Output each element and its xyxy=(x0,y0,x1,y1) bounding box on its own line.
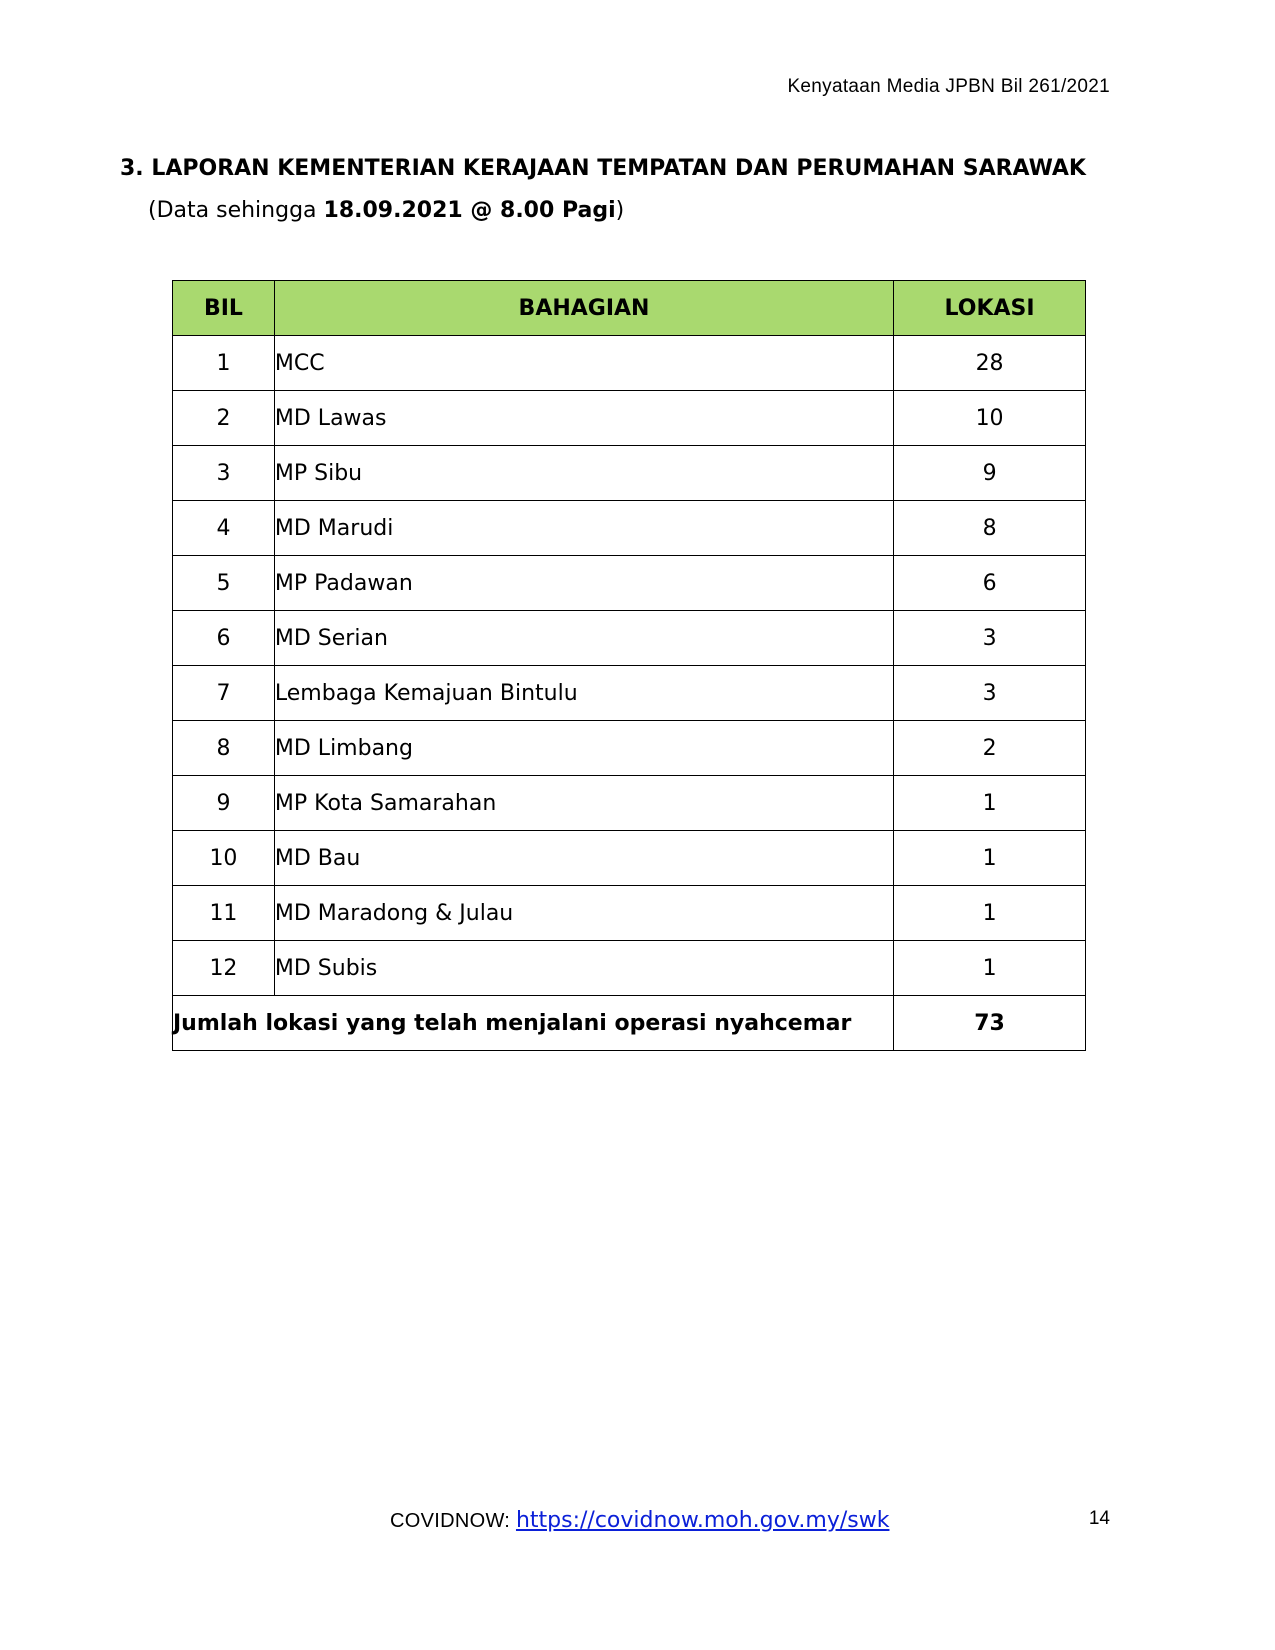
cell-lokasi: 1 xyxy=(894,886,1086,941)
cell-bahagian: MD Limbang xyxy=(274,721,893,776)
cell-lokasi: 3 xyxy=(894,666,1086,721)
cell-bil: 3 xyxy=(173,446,275,501)
footer-prefix: COVIDNOW: xyxy=(390,1510,516,1532)
cell-lokasi: 3 xyxy=(894,611,1086,666)
column-header-bil: BIL xyxy=(173,281,275,336)
cell-bil: 11 xyxy=(173,886,275,941)
cell-bil: 8 xyxy=(173,721,275,776)
cell-bil: 4 xyxy=(173,501,275,556)
report-table xyxy=(172,280,1086,1051)
cell-lokasi: 1 xyxy=(894,941,1086,996)
table-row xyxy=(173,941,1086,996)
cell-bahagian: MD Marudi xyxy=(274,501,893,556)
total-label: Jumlah lokasi yang telah menjalani operasi nyahcemar xyxy=(173,996,894,1051)
table-row xyxy=(173,446,1086,501)
column-header-bahagian: BAHAGIAN xyxy=(274,281,893,336)
cell-bahagian: MD Maradong & Julau xyxy=(274,886,893,941)
cell-lokasi: 6 xyxy=(894,556,1086,611)
cell-bil: 7 xyxy=(173,666,275,721)
section-title: 3. LAPORAN KEMENTERIAN KERAJAAN TEMPATAN DAN PERUMAHAN SARAWAK xyxy=(120,156,1086,181)
cell-bahagian: MD Lawas xyxy=(274,391,893,446)
cell-bahagian: MD Serian xyxy=(274,611,893,666)
table-row xyxy=(173,831,1086,886)
table-row xyxy=(173,611,1086,666)
table-header-row xyxy=(173,281,1086,336)
cell-bil: 12 xyxy=(173,941,275,996)
subtitle-open: (Data sehingga xyxy=(148,198,324,223)
cell-bahagian: MCC xyxy=(274,336,893,391)
subtitle-date: 18.09.2021 @ 8.00 Pagi xyxy=(323,198,616,223)
section-subtitle xyxy=(148,198,624,223)
cell-lokasi: 1 xyxy=(894,831,1086,886)
cell-bahagian: MP Kota Samarahan xyxy=(274,776,893,831)
cell-bahagian: Lembaga Kemajuan Bintulu xyxy=(274,666,893,721)
table-row xyxy=(173,336,1086,391)
subtitle-close: ) xyxy=(615,198,625,223)
cell-lokasi: 2 xyxy=(894,721,1086,776)
header-reference: Kenyataan Media JPBN Bil 261/2021 xyxy=(787,76,1110,97)
cell-lokasi: 8 xyxy=(894,501,1086,556)
cell-bahagian: MD Bau xyxy=(274,831,893,886)
table-row xyxy=(173,556,1086,611)
table-row xyxy=(173,721,1086,776)
cell-bil: 9 xyxy=(173,776,275,831)
cell-bahagian: MP Padawan xyxy=(274,556,893,611)
table-row xyxy=(173,886,1086,941)
page-number: 14 xyxy=(1088,1508,1110,1529)
column-header-lokasi: LOKASI xyxy=(894,281,1086,336)
cell-bahagian: MP Sibu xyxy=(274,446,893,501)
table-row xyxy=(173,776,1086,831)
cell-bil: 1 xyxy=(173,336,275,391)
table-row xyxy=(173,501,1086,556)
total-value: 73 xyxy=(894,996,1086,1051)
table-total-row xyxy=(173,996,1086,1051)
cell-lokasi: 28 xyxy=(894,336,1086,391)
table-row xyxy=(173,391,1086,446)
cell-bil: 10 xyxy=(173,831,275,886)
cell-bil: 2 xyxy=(173,391,275,446)
cell-lokasi: 1 xyxy=(894,776,1086,831)
cell-bahagian: MD Subis xyxy=(274,941,893,996)
cell-bil: 5 xyxy=(173,556,275,611)
table-row xyxy=(173,666,1086,721)
cell-lokasi: 10 xyxy=(894,391,1086,446)
footer xyxy=(390,1508,889,1533)
covidnow-link[interactable]: https://covidnow.moh.gov.my/swk xyxy=(515,1508,890,1533)
cell-bil: 6 xyxy=(173,611,275,666)
cell-lokasi: 9 xyxy=(894,446,1086,501)
